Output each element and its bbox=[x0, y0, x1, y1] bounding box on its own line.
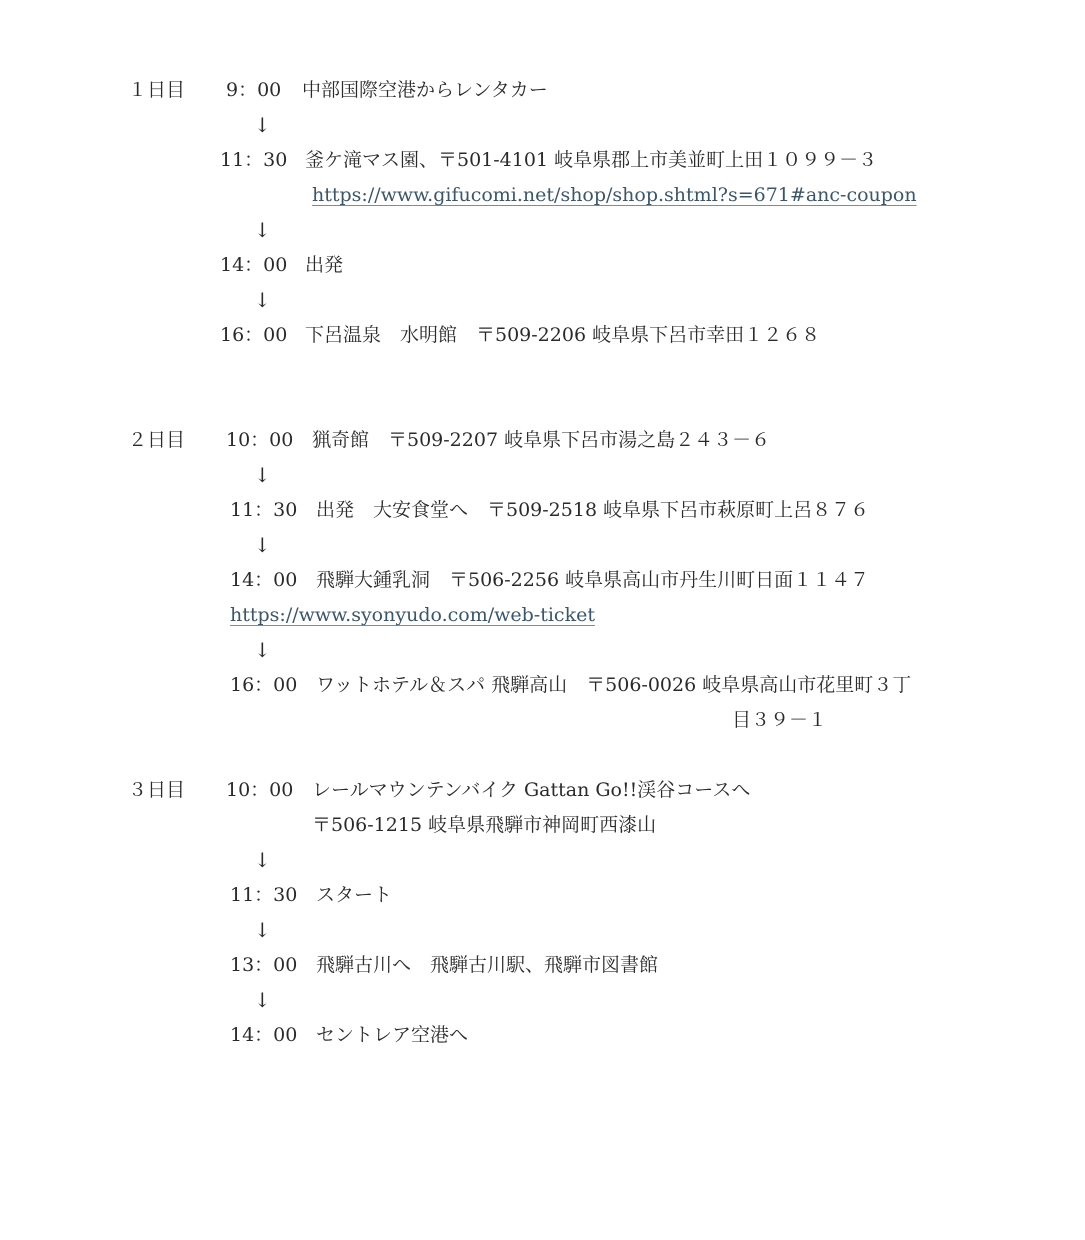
day1-event-1: 中部国際空港からレンタカー bbox=[302, 79, 548, 101]
day2-label: ２日目 bbox=[128, 429, 186, 451]
day1-label: １日目 bbox=[128, 79, 186, 101]
day1-time-3: 14：00 bbox=[220, 254, 288, 276]
day1-time-1: 9：00 bbox=[226, 79, 282, 101]
down-arrow-icon: ↓ bbox=[254, 638, 271, 662]
day1-event-2: 釜ケ滝マス園、〒501-4101 岐阜県郡上市美並町上田１０９９－３ bbox=[305, 149, 878, 171]
down-arrow-icon: ↓ bbox=[254, 918, 271, 942]
day3-event-1-cont: 〒506-1215 岐阜県飛騨市神岡町西漆山 bbox=[312, 814, 657, 836]
day2-time-1: 10：00 bbox=[226, 429, 294, 451]
down-arrow-icon: ↓ bbox=[254, 533, 271, 557]
day1-event-3: 出発 bbox=[305, 254, 344, 276]
day1-event-2-link[interactable]: https://www.gifucomi.net/shop/shop.shtml?s=671#anc-coupon bbox=[312, 184, 917, 206]
day3-time-3: 13：00 bbox=[230, 954, 298, 976]
down-arrow-icon: ↓ bbox=[254, 218, 271, 242]
day2-time-2: 11：30 bbox=[230, 499, 298, 521]
day1-time-4: 16：00 bbox=[220, 324, 288, 346]
down-arrow-icon: ↓ bbox=[254, 463, 271, 487]
down-arrow-icon: ↓ bbox=[254, 288, 271, 312]
down-arrow-icon: ↓ bbox=[254, 113, 271, 137]
day2-event-3-link[interactable]: https://www.syonyudo.com/web-ticket bbox=[230, 604, 595, 626]
day3-time-1: 10：00 bbox=[226, 779, 294, 801]
day2-event-1: 猟奇館 〒509-2207 岐阜県下呂市湯之島２４３－６ bbox=[312, 429, 771, 451]
day3-time-2: 11：30 bbox=[230, 884, 298, 906]
day2-time-3: 14：00 bbox=[230, 569, 298, 591]
day3-event-4: セントレア空港へ bbox=[316, 1024, 469, 1046]
day1-event-4: 下呂温泉 水明館 〒509-2206 岐阜県下呂市幸田１２６８ bbox=[305, 324, 821, 346]
day2-time-4: 16：00 bbox=[230, 674, 298, 696]
day3-event-3: 飛騨古川へ 飛騨古川駅、飛騨市図書館 bbox=[316, 954, 659, 976]
day3-event-2: スタート bbox=[316, 884, 393, 906]
day3-label: ３日目 bbox=[128, 779, 186, 801]
down-arrow-icon: ↓ bbox=[254, 848, 271, 872]
day2-event-4-cont: 目３９－１ bbox=[732, 709, 828, 731]
day2-event-4: ワットホテル＆スパ 飛騨高山 〒506-0026 岐阜県高山市花里町３丁 bbox=[316, 674, 912, 696]
day3-time-4: 14：00 bbox=[230, 1024, 298, 1046]
day3-event-1: レールマウンテンバイク Gattan Go!!渓谷コースへ bbox=[312, 779, 751, 801]
down-arrow-icon: ↓ bbox=[254, 988, 271, 1012]
day1-time-2: 11：30 bbox=[220, 149, 288, 171]
day2-event-2: 出発 大安食堂へ 〒509-2518 岐阜県下呂市萩原町上呂８７６ bbox=[316, 499, 870, 521]
day2-event-3: 飛騨大鍾乳洞 〒506-2256 岐阜県高山市丹生川町日面１１４７ bbox=[316, 569, 870, 591]
